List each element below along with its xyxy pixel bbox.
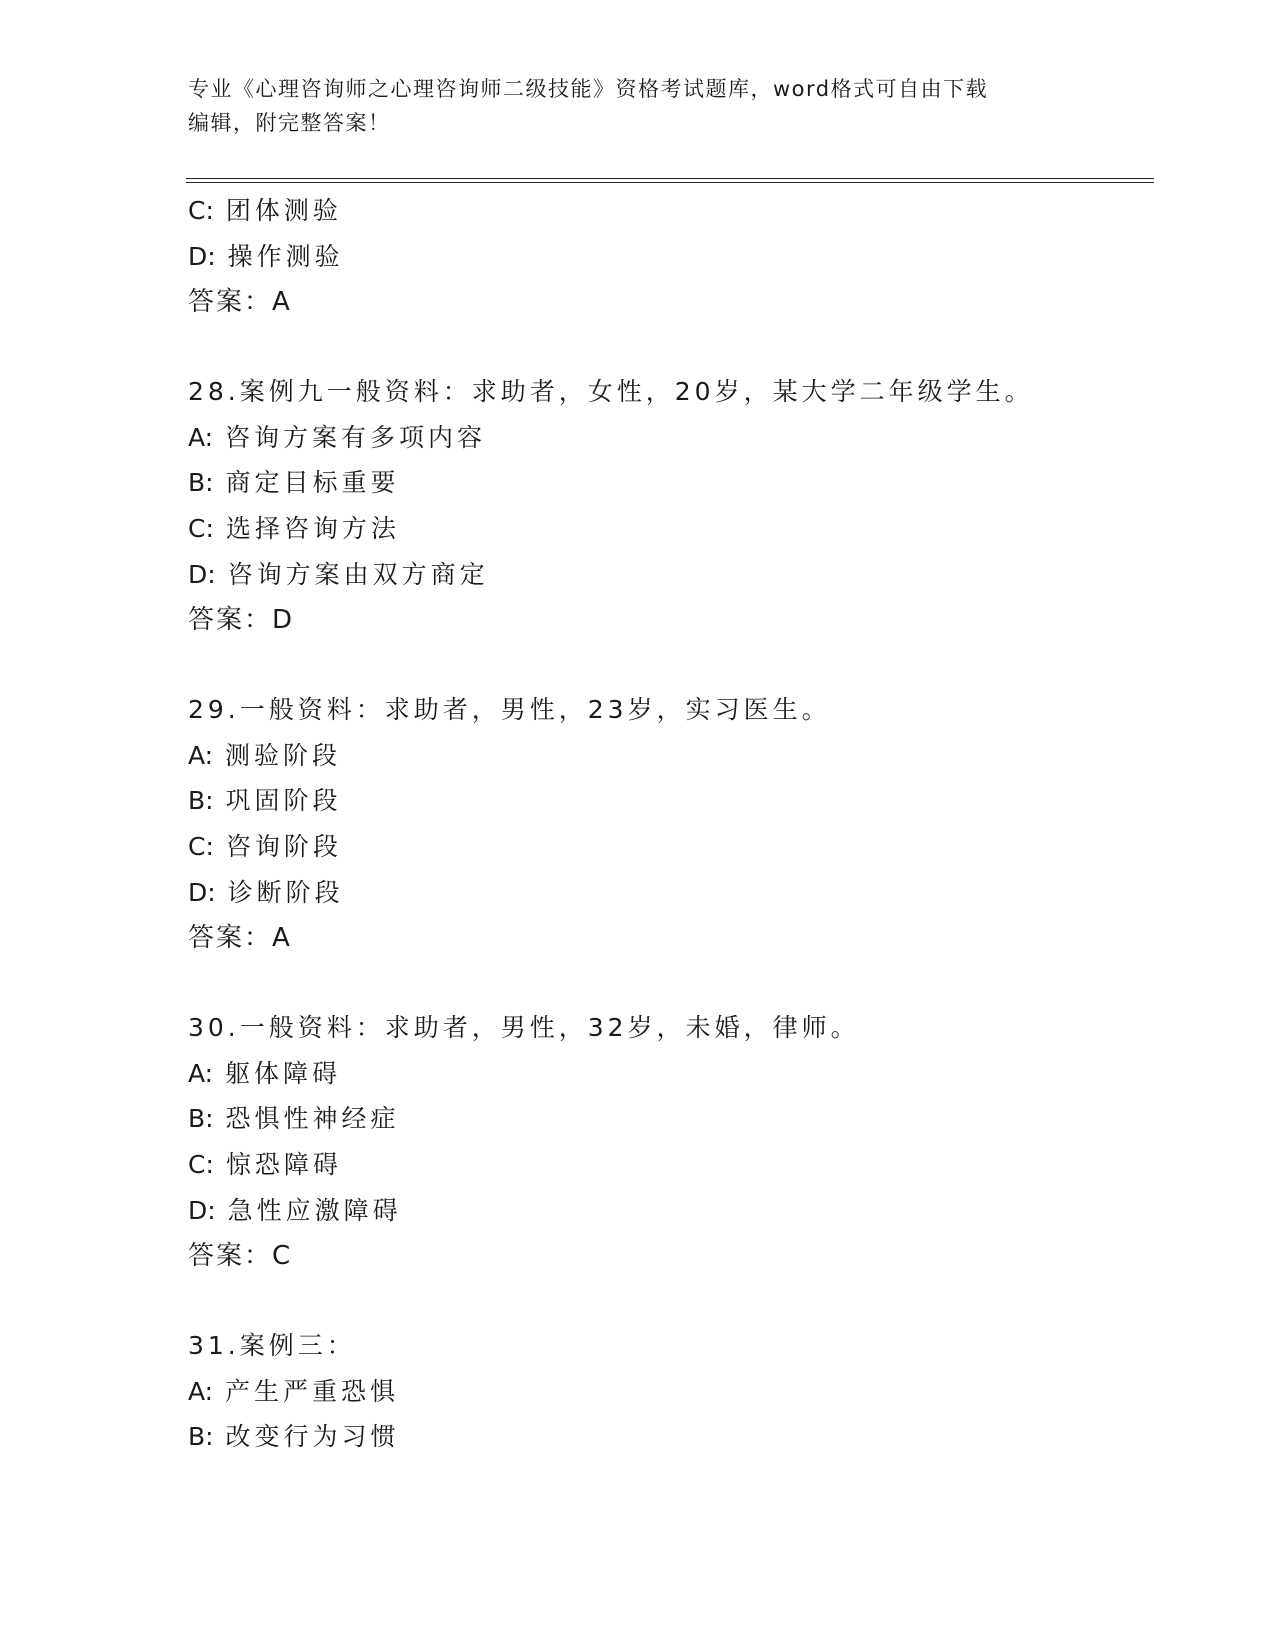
answer-value: A bbox=[272, 923, 291, 954]
option-c: C: 惊恐障碍 bbox=[188, 1149, 342, 1179]
option-a: A: 躯体障碍 bbox=[188, 1058, 342, 1088]
option-b: B: 商定目标重要 bbox=[188, 468, 400, 498]
option-a: A: 咨询方案有多项内容 bbox=[188, 422, 487, 452]
question-28 bbox=[188, 369, 1148, 643]
header-rule-top bbox=[186, 178, 1154, 179]
option-d: D: 急性应激障碍 bbox=[188, 1195, 402, 1225]
header-line-1: 专业《心理咨询师之心理咨询师二级技能》资格考试题库，word格式可自由下载 bbox=[188, 77, 989, 101]
option-a: A: 测验阶段 bbox=[188, 740, 342, 770]
option-a: A: 产生严重恐惧 bbox=[188, 1376, 400, 1406]
option-b: B: 改变行为习惯 bbox=[188, 1422, 400, 1452]
answer-value: A bbox=[272, 287, 291, 318]
option-d: D: 操作测验 bbox=[188, 241, 344, 271]
question-text: 28.案例九一般资料：求助者，女性，20岁，某大学二年级学生。 bbox=[188, 377, 1034, 407]
question-text: 30.一般资料：求助者，男性，32岁，未婚，律师。 bbox=[188, 1013, 860, 1043]
answer-line: 答案：D bbox=[188, 605, 294, 636]
option-b: B: 恐惧性神经症 bbox=[188, 1104, 400, 1134]
answer-line: 答案：C bbox=[188, 1241, 292, 1272]
option-d: D: 咨询方案由双方商定 bbox=[188, 559, 489, 589]
question-text: 31.案例三： bbox=[188, 1331, 356, 1361]
document-header bbox=[188, 72, 1088, 140]
answer-line: 答案：A bbox=[188, 923, 291, 954]
option-c: C: 咨询阶段 bbox=[188, 831, 342, 861]
question-31 bbox=[188, 1323, 1148, 1460]
header-rule-bottom bbox=[186, 182, 1154, 183]
answer-value: D bbox=[272, 605, 294, 636]
option-d: D: 诊断阶段 bbox=[188, 877, 344, 907]
question-30 bbox=[188, 1005, 1148, 1279]
option-c: C: 团体测验 bbox=[188, 196, 342, 225]
option-b: B: 巩固阶段 bbox=[188, 786, 342, 816]
header-line-2: 编辑，附完整答案！ bbox=[188, 111, 391, 135]
answer-line: 答案：A bbox=[188, 287, 291, 318]
answer-value: C bbox=[272, 1241, 292, 1272]
question-text: 29.一般资料：求助者，男性，23岁，实习医生。 bbox=[188, 695, 831, 725]
question-list bbox=[188, 188, 1148, 1460]
question-27 bbox=[188, 188, 1148, 325]
question-29 bbox=[188, 687, 1148, 961]
option-c: C: 选择咨询方法 bbox=[188, 513, 400, 543]
